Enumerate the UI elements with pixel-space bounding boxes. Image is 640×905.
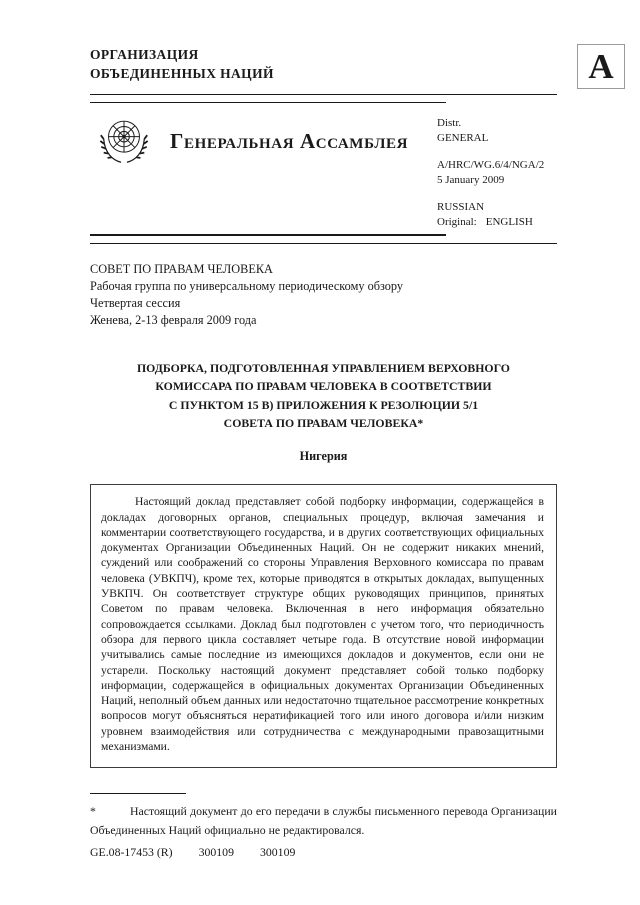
document-letter: A: [588, 46, 614, 86]
spacer: [437, 187, 557, 200]
organization-name-line1: ОРГАНИЗАЦИЯ: [90, 47, 199, 62]
session-place-date: Женева, 2-13 февраля 2009 года: [90, 313, 257, 328]
document-date: 5 January 2009: [437, 173, 505, 186]
document-letter-box: [577, 44, 625, 89]
country-name: Нигерия: [299, 449, 348, 464]
document-title-line2: КОМИССАРА ПО ПРАВАМ ЧЕЛОВЕКА В СООТВЕТСТВИИ: [155, 379, 492, 394]
document-title-line1: ПОДБОРКА, ПОДГОТОВЛЕННАЯ УПРАВЛЕНИЕМ ВЕРХОВНОГО: [137, 361, 510, 376]
footnote-marker: *: [90, 804, 96, 819]
distr-label: Distr.: [437, 117, 462, 130]
original-language-line: [437, 215, 557, 230]
spacer: [437, 145, 557, 158]
document-symbol: A/HRC/WG.6/4/NGA/2: [437, 159, 545, 172]
page-footer: [90, 845, 295, 860]
page-content: [90, 46, 557, 839]
un-emblem-icon: [95, 112, 153, 170]
organization-name-line2: ОБЪЕДИНЕННЫХ НАЦИЙ: [90, 65, 274, 81]
document-title-line3: С ПУНКТОМ 15 В) ПРИЛОЖЕНИЯ К РЕЗОЛЮЦИИ 5/1: [168, 397, 479, 412]
footnote-text: Настоящий документ до его передачи в службы письменного перевода Организации Объединенных Наций официально не редактировался.: [90, 804, 557, 837]
distr-value: GENERAL: [437, 131, 489, 144]
footnote: [90, 802, 557, 839]
masthead: [90, 103, 557, 234]
document-title-line4: СОВЕТА ПО ПРАВАМ ЧЕЛОВЕКА*: [223, 415, 424, 430]
original-label: Original:: [437, 215, 477, 228]
document-title: [90, 359, 557, 432]
document-info: [437, 103, 557, 234]
assembly-title: Генеральная Ассамблея: [170, 128, 409, 153]
footnote-divider: [90, 793, 186, 794]
document-language: RUSSIAN: [437, 201, 485, 214]
footer-document-number: GE.08-17453 (R): [90, 845, 173, 859]
session-block: [90, 261, 557, 329]
original-value: ENGLISH: [485, 215, 533, 228]
divider: [90, 94, 557, 95]
summary-text: Настоящий доклад представляет собой подборку информации, содержащейся в докладах договорных органов, специальных процедур, включая замечания и комментарии соответствующего государства, и в других соответствующих официальных документах Организации Объединенных Наций. Он не содержит никаких мнений, суждений или соображений со стороны Управления Верховного комиссара по правам человека (УВКПЧ), кроме тех, которые приводятся в открытых докладах, выпущенных УВКПЧ. Он соответствует структуре общих руководящих принципов, принятых Советом по правам человека. Включенная в него информация обязательно сопровождается ссылками. Доклад был подготовлен с учетом того, что периодичность обзора для первого цикла составляет четыре года. В отсутствие новой информации учитывались самые последние из имеющихся докладов и документов, если они не устарели. Поскольку настоящий документ представляет собой только подборку информации, содержащейся в официальных документах Организации Объединенных Наций, неполный объем данных или недостаточно тщательное рассмотрение конкретных вопросов могут объясняться нератификацией того или иного договора и/или низким уровнем взаимодействия или сотрудничества с международными правозащитными механизмами.: [101, 495, 544, 753]
council-name: СОВЕТ ПО ПРАВАМ ЧЕЛОВЕКА: [90, 262, 273, 277]
footer-code-2: 300109: [259, 845, 296, 859]
organization-name: [90, 46, 557, 83]
masthead-left: [90, 112, 408, 170]
footer-code-1: 300109: [198, 845, 234, 859]
working-group-name: Рабочая группа по универсальному периодическому обзору: [90, 279, 404, 294]
divider: [90, 243, 557, 244]
divider: [90, 234, 446, 236]
session-number: Четвертая сессия: [90, 296, 181, 311]
summary-box: [90, 484, 557, 768]
